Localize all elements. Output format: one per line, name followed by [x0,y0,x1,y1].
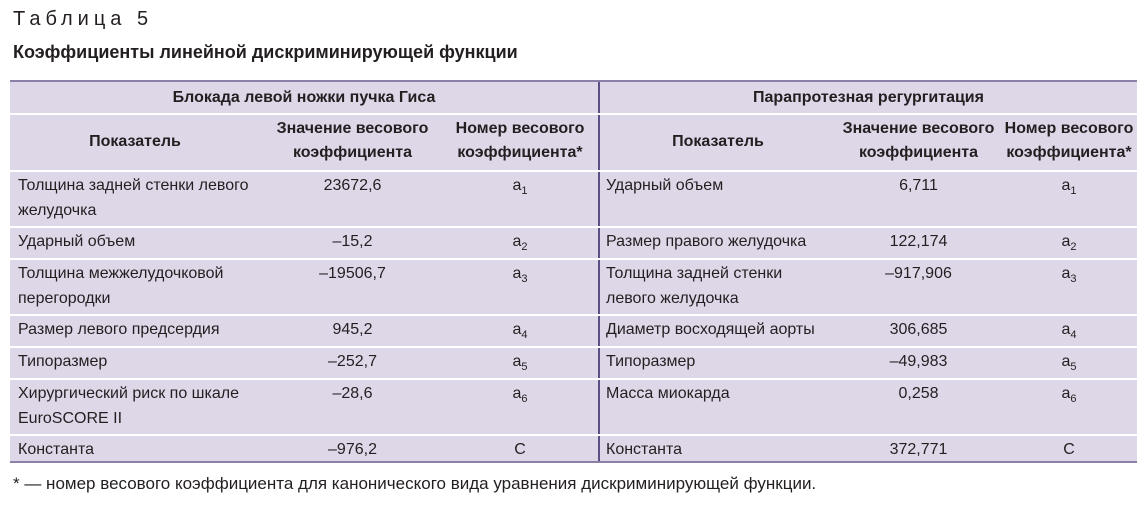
row-value: –976,2 [328,441,377,458]
row-coefficient-number: $a_5$ [512,353,528,374]
row-label: Ударный объем [606,177,724,194]
row-coefficient-number: $a_2$ [1061,233,1077,254]
row-coefficient-number: $a_4$ [512,321,528,342]
row-coefficient-number: $a_1$ [1061,177,1077,198]
row-value: 6,711 [899,177,938,194]
coefficients-table [10,80,1137,463]
row-coefficient-number: $a_4$ [1061,321,1077,342]
table-footnote: * — номер весового коэффициента для канонического вида уравнения дискриминирующей функции. [13,474,817,493]
table-caption: Таблица 5 [13,8,154,30]
row-coefficient-number: $a_2$ [512,233,528,254]
row-value: 945,2 [332,321,373,338]
row-label: Толщина задней стенки левого желудочка [18,177,249,219]
row-label: Размер левого предсердия [18,321,220,338]
row-separator [10,113,1137,115]
row-value: 372,771 [889,441,948,458]
row-coefficient-number: $a_3$ [1061,265,1077,286]
column-header-number: Номер весового коэффициента* [455,120,585,161]
row-value: –19506,7 [319,265,386,282]
row-value: 23672,6 [323,177,382,194]
row-coefficient-number: C [514,441,526,458]
row-separator [10,170,1137,172]
row-label: Толщина межжелудочковой перегородки [18,265,224,307]
row-separator [10,434,1137,436]
column-header-number: Номер весового коэффициента* [1004,120,1134,161]
row-label: Толщина задней стенки левого желудочка [606,265,783,307]
row-separator [10,226,1137,228]
row-label: Типоразмер [18,353,108,370]
column-header-value: Значение весового коэффициента [276,120,429,161]
row-label: Ударный объем [18,233,136,250]
row-value: –49,983 [889,353,948,370]
row-coefficient-number: $a_1$ [512,177,528,198]
row-label: Типоразмер [606,353,696,370]
column-header-indicator: Показатель [89,133,181,150]
row-value: –252,7 [328,353,377,370]
row-value: 122,174 [889,233,948,250]
row-label: Масса миокарда [606,385,730,402]
row-label: Константа [18,441,94,458]
row-coefficient-number: $a_5$ [1061,353,1077,374]
column-header-indicator: Показатель [672,133,764,150]
row-separator [10,378,1137,380]
row-value: –917,906 [885,265,952,282]
row-separator [10,346,1137,348]
row-separator [10,258,1137,260]
row-coefficient-number: C [1063,441,1075,458]
row-value: 0,258 [898,385,939,402]
group-header: Блокада левой ножки пучка Гиса [172,89,436,106]
column-header-value: Значение весового коэффициента [842,120,995,161]
row-value: –28,6 [332,385,373,402]
row-coefficient-number: $a_6$ [512,385,528,406]
row-coefficient-number: $a_6$ [1061,385,1077,406]
row-label: Диаметр восходящей аорты [606,321,815,338]
row-label: Хирургический риск по шкале EuroSCORE II [18,385,239,427]
row-label: Размер правого желудочка [606,233,807,250]
table-title: Коэффициенты линейной дискриминирующей функции [13,42,518,62]
row-coefficient-number: $a_3$ [512,265,528,286]
row-value: 306,685 [889,321,948,338]
row-separator [10,314,1137,316]
row-label: Константа [606,441,682,458]
row-value: –15,2 [332,233,373,250]
group-header: Парапротезная регургитация [753,89,984,106]
